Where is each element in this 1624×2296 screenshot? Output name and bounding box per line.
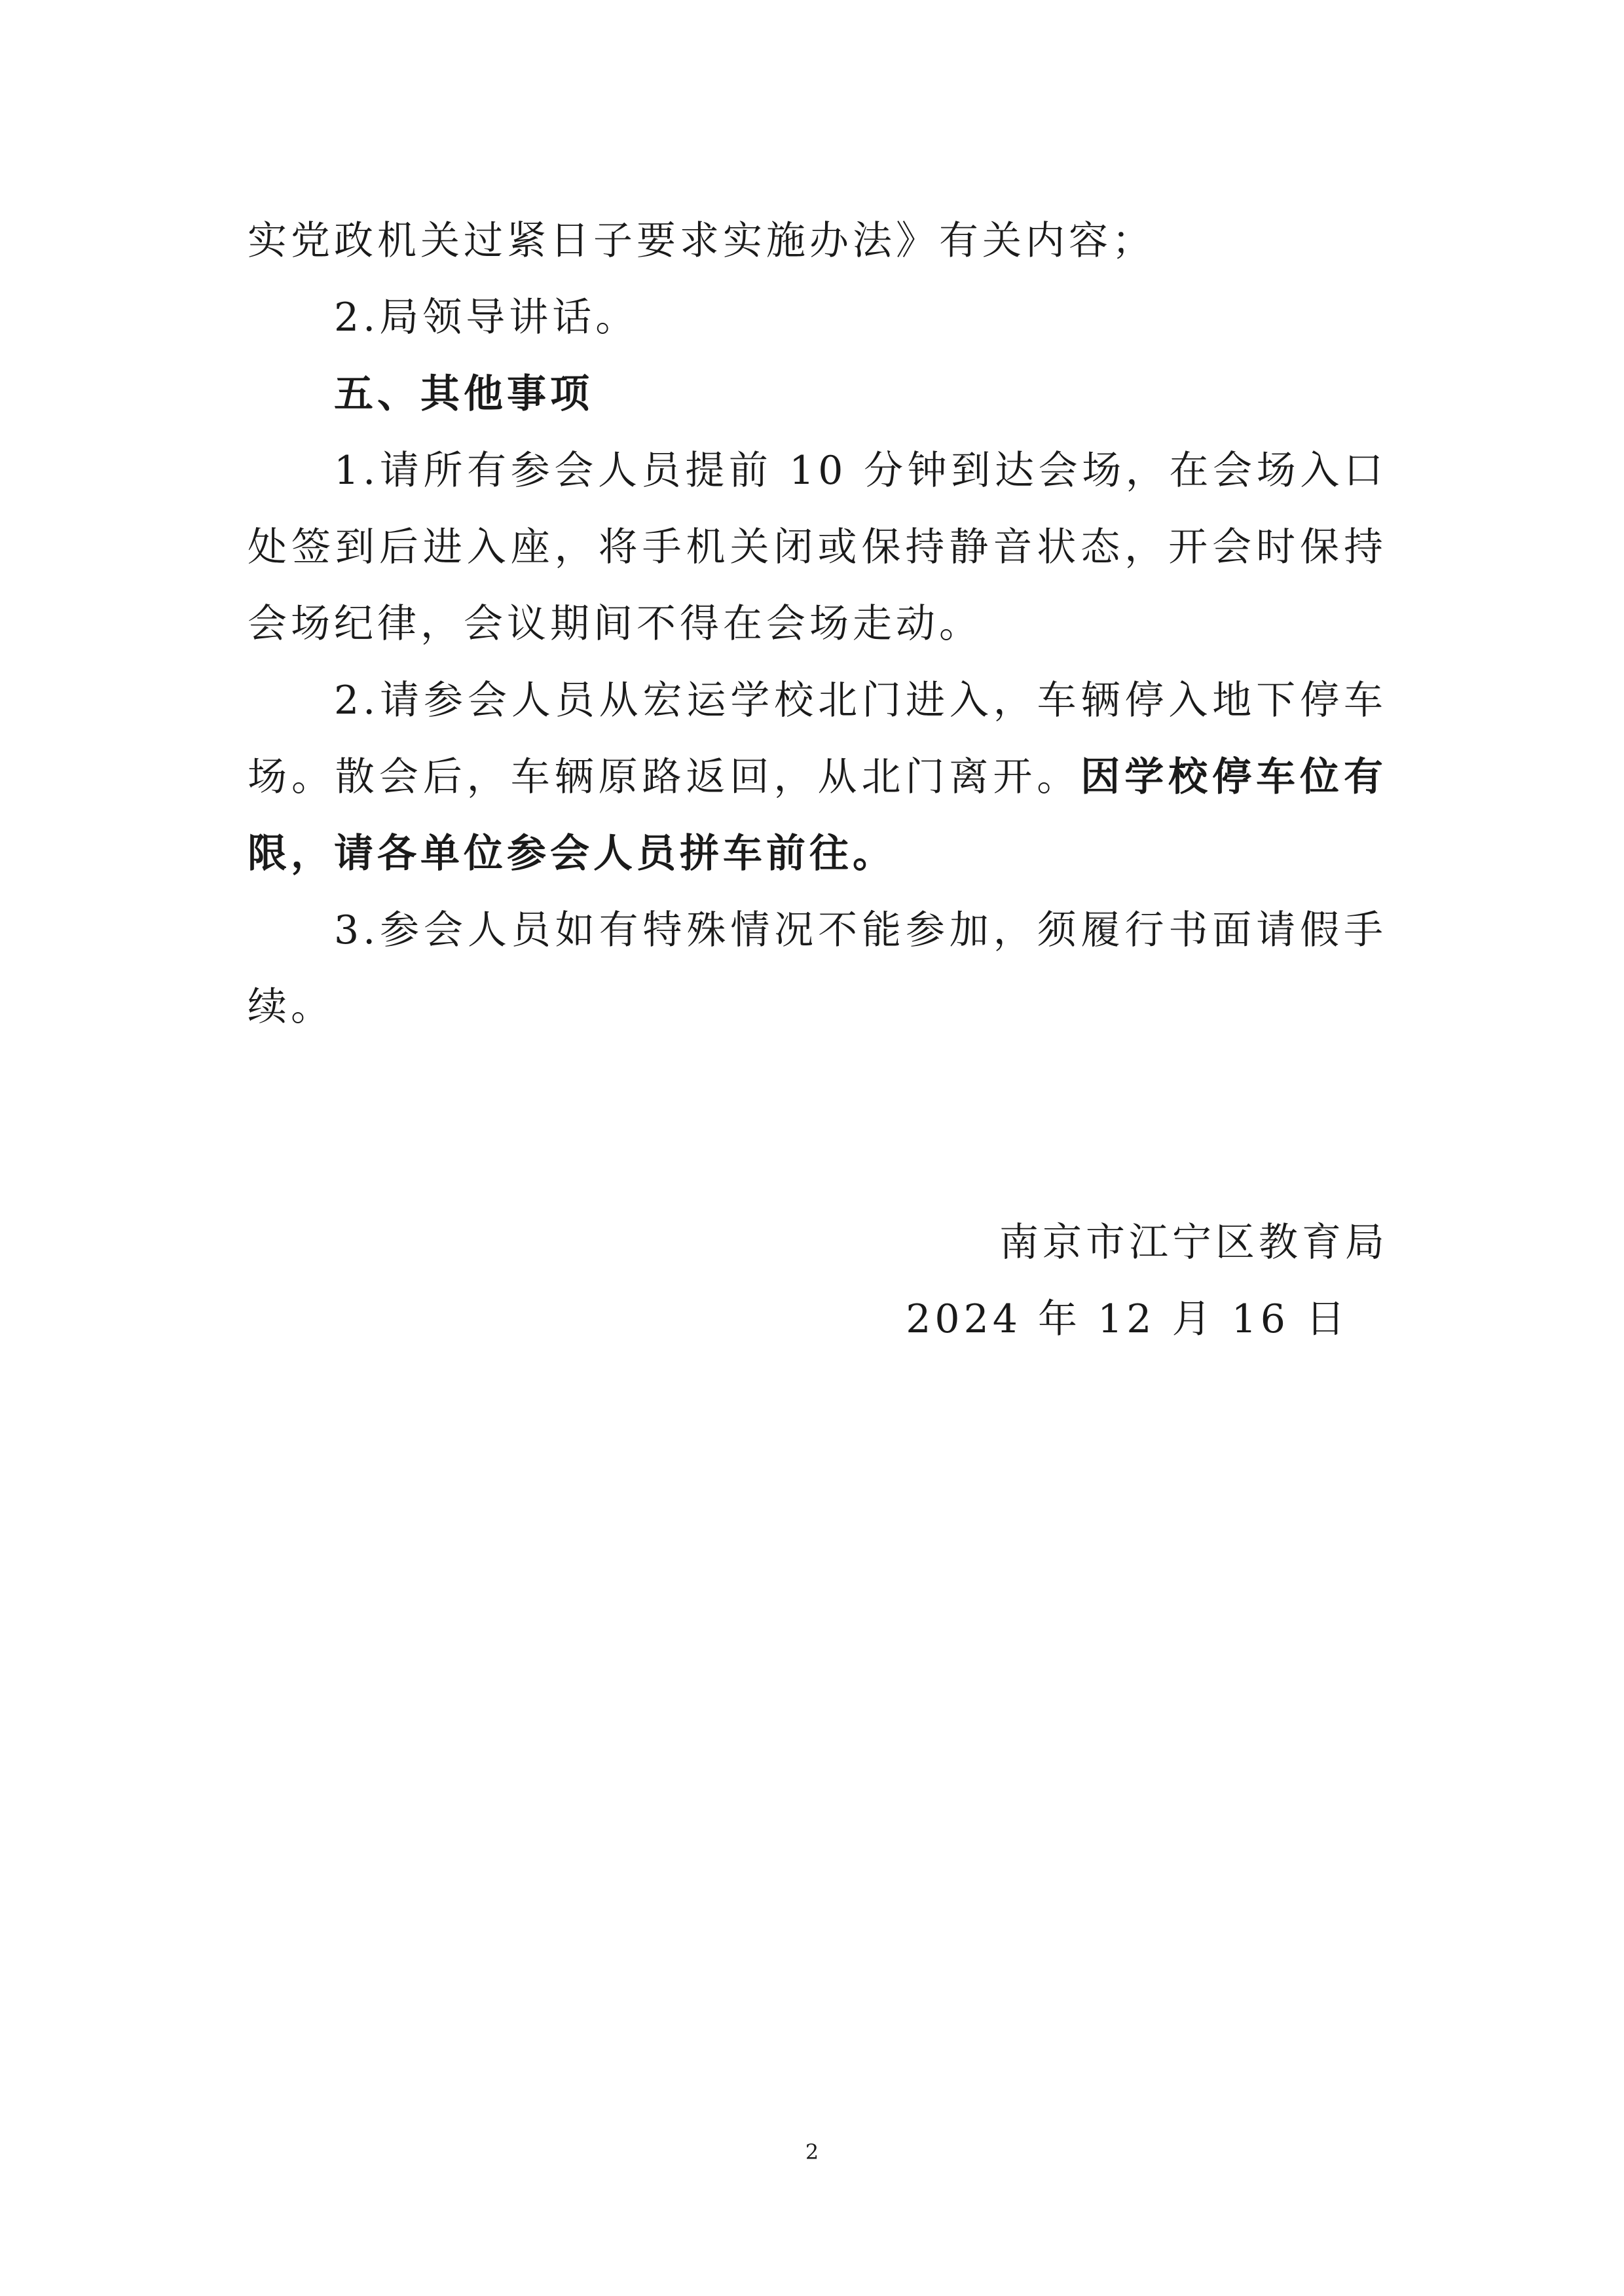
page-number: 2: [805, 2140, 819, 2164]
section-heading-other-matters: 五、其他事项: [334, 371, 593, 417]
parking-carpool-notice: 因学校停车位有限，请各单位参会人员拼车前往。: [248, 754, 1388, 877]
paragraph-item-leader-speech: 2.局领导讲话。: [334, 295, 639, 340]
paragraph-item-parking: [248, 663, 1387, 892]
issuing-organization: 南京市江宁区教育局: [999, 1220, 1388, 1266]
paragraph-item-arrival: 1.请所有参会人员提前 10 分钟到达会场，在会场入口处签到后进入座，将手机关闭或保持静音状态，开会时保持会场纪律，会议期间不得在会场走动。: [248, 448, 1387, 647]
paragraph-continuation: 实党政机关过紧日子要求实施办法》有关内容；: [248, 218, 1155, 264]
issue-date: 2024 年 12 月 16 日: [906, 1296, 1349, 1342]
parking-instructions-text: 2.请参会人员从宏运学校北门进入，车辆停入地下停车场。散会后，车辆原路返回，从北门离开。: [248, 678, 1387, 800]
signature-block: [851, 1205, 1388, 1358]
paragraph-item-leave-request: 3.参会人员如有特殊情况不能参加，须履行书面请假手续。: [248, 907, 1387, 1030]
document-body: [248, 203, 1387, 1046]
